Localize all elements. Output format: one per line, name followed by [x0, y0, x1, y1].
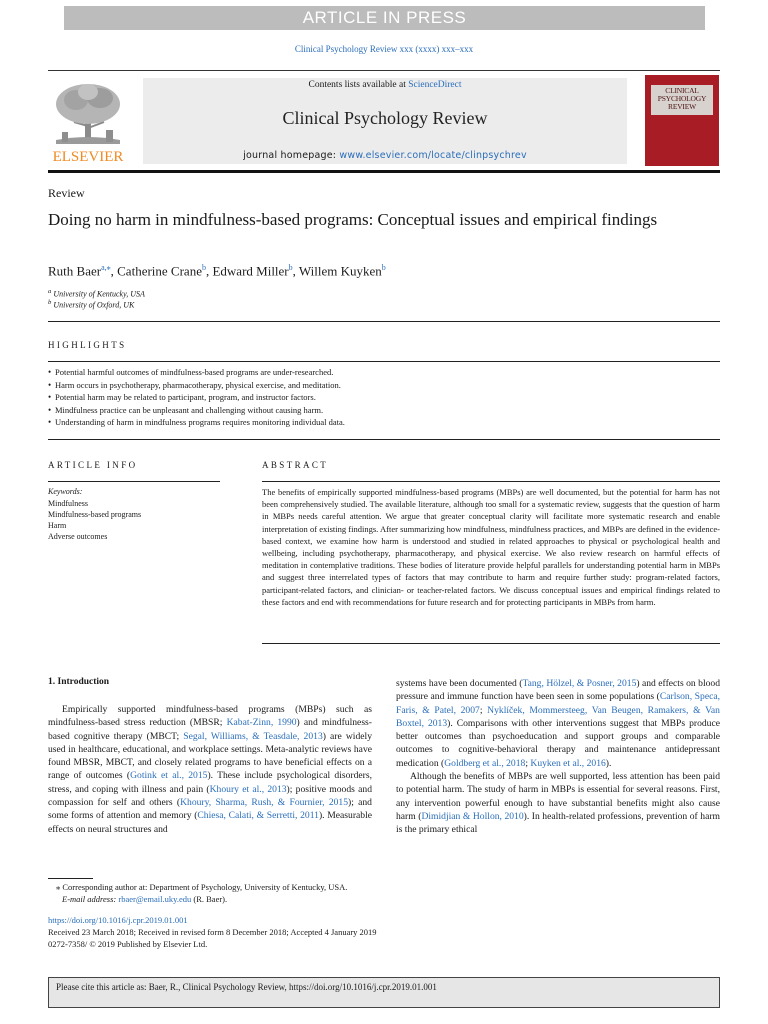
author-separator: ,: [205, 263, 213, 279]
body-text: ).: [605, 757, 612, 769]
citation-link[interactable]: Tang, Hölzel, & Posner, 2015: [522, 678, 637, 689]
citation-link[interactable]: Kuyken et al., 2016: [530, 757, 606, 769]
homepage-prefix: journal homepage:: [243, 150, 340, 161]
keyword-item: Mindfulness: [48, 499, 88, 508]
author-name[interactable]: Willem Kuyken: [298, 263, 382, 279]
citation-link[interactable]: Carlson, Speca, Faris, & Patel, 2007: [396, 691, 720, 716]
article-in-press-banner: ARTICLE IN PRESS: [64, 6, 705, 30]
introduction-heading: 1. Introduction: [48, 677, 110, 687]
author-affiliation-mark[interactable]: b: [288, 263, 293, 272]
affiliation-mark: a: [48, 288, 52, 295]
email-link[interactable]: rbaer@email.uky.edu: [118, 894, 192, 904]
elsevier-wordmark: ELSEVIER: [52, 149, 124, 164]
body-text: ) and effects on blood pressure and immune function have been seen in some populations (: [396, 678, 720, 703]
author-list: [48, 263, 386, 279]
body-text: ;: [525, 757, 531, 769]
body-paragraph: [48, 703, 372, 836]
journal-reference-link[interactable]: Clinical Psychology Review xxx (xxxx) xxx–xxx: [294, 44, 474, 54]
sciencedirect-link[interactable]: ScienceDirect: [408, 80, 462, 90]
body-right-column: [396, 677, 720, 837]
body-text: ); and some forms of attention and memory (: [48, 797, 372, 822]
affiliation-mark: b: [48, 299, 52, 306]
keywords-list: [48, 498, 141, 542]
received-dates: Received 23 March 2018; Received in revised form 8 December 2018; Accepted 4 January 2019: [48, 927, 377, 937]
body-text: Empirically supported mindfulness-based programs (MBPs) such as mindfulness-based stress reduction (MBSR;: [48, 704, 372, 729]
abstract-heading: ABSTRACT: [262, 460, 329, 470]
homepage-link[interactable]: www.elsevier.com/locate/clinpsychrev: [339, 150, 527, 161]
footnote-rule: [48, 878, 93, 879]
citation-link[interactable]: Kabat-Zinn, 1990: [226, 717, 297, 729]
cover-title: CLINICAL PSYCHOLOGY REVIEW: [657, 86, 707, 111]
abstract-bottom-rule: [262, 643, 720, 644]
author-separator: ,: [292, 263, 299, 279]
body-text: ). In health-related professions, prevention of harm is the primary ethical: [396, 810, 720, 836]
keyword-item: Adverse outcomes: [48, 532, 108, 541]
citation-link[interactable]: Segal, Williams, & Teasdale, 2013: [183, 730, 323, 742]
article-info-rule: [48, 481, 220, 482]
article-title: Doing no harm in mindfulness-based programs: Conceptual issues and empirical findings: [48, 210, 658, 229]
journal-cover-thumbnail[interactable]: [645, 75, 719, 166]
body-text: ;: [479, 704, 488, 716]
body-text: ) are widely used in healthcare, educational, and workplace settings. Meta-analytic reviews have found MBSR, MBCT, and closely related programs to have beneficial effects on a range of outcomes (: [48, 730, 372, 782]
abstract-rule: [262, 481, 720, 482]
body-text: ); positive moods and compassion for self and others (: [48, 783, 372, 809]
citation-link[interactable]: Khoury et al., 2013: [209, 783, 287, 795]
keyword-item: Harm: [48, 521, 67, 530]
author-separator: ,: [110, 263, 118, 279]
elsevier-logo[interactable]: [48, 78, 128, 164]
citation-link[interactable]: Dimidjian & Hollon, 2010: [421, 810, 524, 822]
author-affiliation-mark[interactable]: a,⁎: [101, 263, 111, 272]
body-text: ). Measurable effects on neural structures and: [48, 810, 372, 835]
corresponding-author-footnote: ⁎ Corresponding author at: Department of Psychology, University of Kentucky, USA.: [56, 882, 348, 892]
highlight-item: • Understanding of harm in mindfulness programs requires monitoring individual data.: [48, 416, 720, 429]
cite-text: Please cite this article as: Baer, R., Clinical Psychology Review, https://doi.org/10.1016/j.cpr.2019.01.001: [56, 982, 437, 992]
body-text: ) and mindfulness-based cognitive therapy (MBCT;: [48, 717, 372, 742]
body-text: ). Comparisons with other interventions suggest that MBPs produce better outcomes than psychoeducation and support groups and comparable outcomes to cognitive-behavioral therapy and maintenance antidepressant medication (: [396, 717, 720, 769]
affiliation-text: University of Oxford, UK: [53, 300, 135, 310]
body-text: systems have been documented (: [396, 678, 523, 689]
affiliation-a: [48, 288, 145, 299]
highlight-item: • Harm occurs in psychotherapy, pharmacotherapy, physical exercise, and meditation.: [48, 379, 720, 392]
doi-link[interactable]: https://doi.org/10.1016/j.cpr.2019.01.001: [48, 915, 188, 925]
contents-prefix: Contents lists available at: [308, 80, 409, 90]
author-affiliation-mark[interactable]: b: [201, 263, 206, 272]
highlight-item: • Potential harm may be related to participant, program, and instructor factors.: [48, 391, 720, 404]
body-paragraph: [396, 770, 720, 836]
body-left-column: [48, 703, 372, 836]
copyright-notice: 0272-7358/ © 2019 Published by Elsevier Ltd.: [48, 939, 208, 949]
citation-link[interactable]: Goldberg et al., 2018: [444, 757, 526, 769]
author-name[interactable]: Catherine Crane: [117, 263, 202, 279]
citation-link[interactable]: Khoury, Sharma, Rush, & Fournier, 2015: [180, 797, 349, 809]
highlights-list: [48, 366, 720, 429]
header-bottom-rule: [48, 170, 720, 173]
highlights-top-rule: [48, 361, 720, 362]
abstract-text: The benefits of empirically supported mindfulness-based programs (MBPs) are well documented, but the potential for harm has not been comprehensively studied. The available literature, although too small for a systematic review, suggests that the question of harm in MBPs needs careful attention. We argue that greater conceptual clarity will facilitate more systematic research and enable interpretation of existing findings. After summarizing how mindfulness, mindfulness practices, and MBPs are defined in the evidence-based context, we examine how harm is understood and studied in related approaches to physical or psychological health and wellbeing, including psychotherapy, pharmacotherapy, and physical exercise. We also review research on harmful effects of meditation in contemplative traditions. These bodies of literature provide helpful parallels for understanding potential harm in MBPs and suggest three interrelated types of factors that may contribute to harm and require further study: program-related factors, participant-related factors, and clinician- or teacher-related factors. We discuss conceptual issues and empirical findings related to these factors and end with recommendations for future research and for protecting participants in MBPs from harm.: [262, 487, 720, 607]
article-info-heading: ARTICLE INFO: [48, 460, 138, 470]
highlights-heading: HIGHLIGHTS: [48, 340, 127, 350]
body-text: ). These include psychological disorders, stress, and coping with illness and pain (: [48, 770, 372, 795]
header-top-rule: [48, 70, 720, 71]
affiliation-text: University of Kentucky, USA: [53, 289, 145, 299]
contents-availability: [143, 80, 627, 90]
citation-link[interactable]: Chiesa, Calati, & Serretti, 2011: [197, 810, 319, 822]
email-label: E-mail address:: [62, 894, 119, 904]
highlight-item: • Potential harmful outcomes of mindfulness-based programs are under-researched.: [48, 366, 720, 379]
citation-link[interactable]: Gotink et al., 2015: [130, 770, 208, 782]
citation-link[interactable]: Nyklíček, Mommersteeg, Van Beugen, Ramakers, & Van Boxtel, 2013: [396, 704, 720, 729]
keyword-item: Mindfulness-based programs: [48, 510, 142, 519]
highlights-bottom-rule: [48, 439, 720, 440]
journal-homepage: [143, 150, 627, 161]
email-footnote: [62, 894, 227, 904]
body-paragraph: [396, 677, 720, 770]
journal-title: Clinical Psychology Review: [282, 108, 488, 128]
author-name[interactable]: Edward Miller: [212, 263, 289, 279]
article-type: Review: [48, 186, 85, 200]
affiliation-b: [48, 299, 134, 310]
body-text: Although the benefits of MBPs are well supported, less attention has been paid to potential harm. The study of harm in MBPs is essential for several reasons. First, any intervention powerful enough to have substantial benefits might also cause harm (: [396, 771, 720, 822]
section-divider: [48, 321, 720, 322]
elsevier-tree-icon: [48, 78, 128, 164]
author-affiliation-mark[interactable]: b: [381, 263, 386, 272]
highlight-item: • Mindfulness practice can be unpleasant and challenging without causing harm.: [48, 404, 720, 417]
email-suffix: (R. Baer).: [191, 894, 228, 904]
author-name[interactable]: Ruth Baer: [48, 263, 102, 279]
keywords-label: Keywords:: [48, 487, 83, 496]
